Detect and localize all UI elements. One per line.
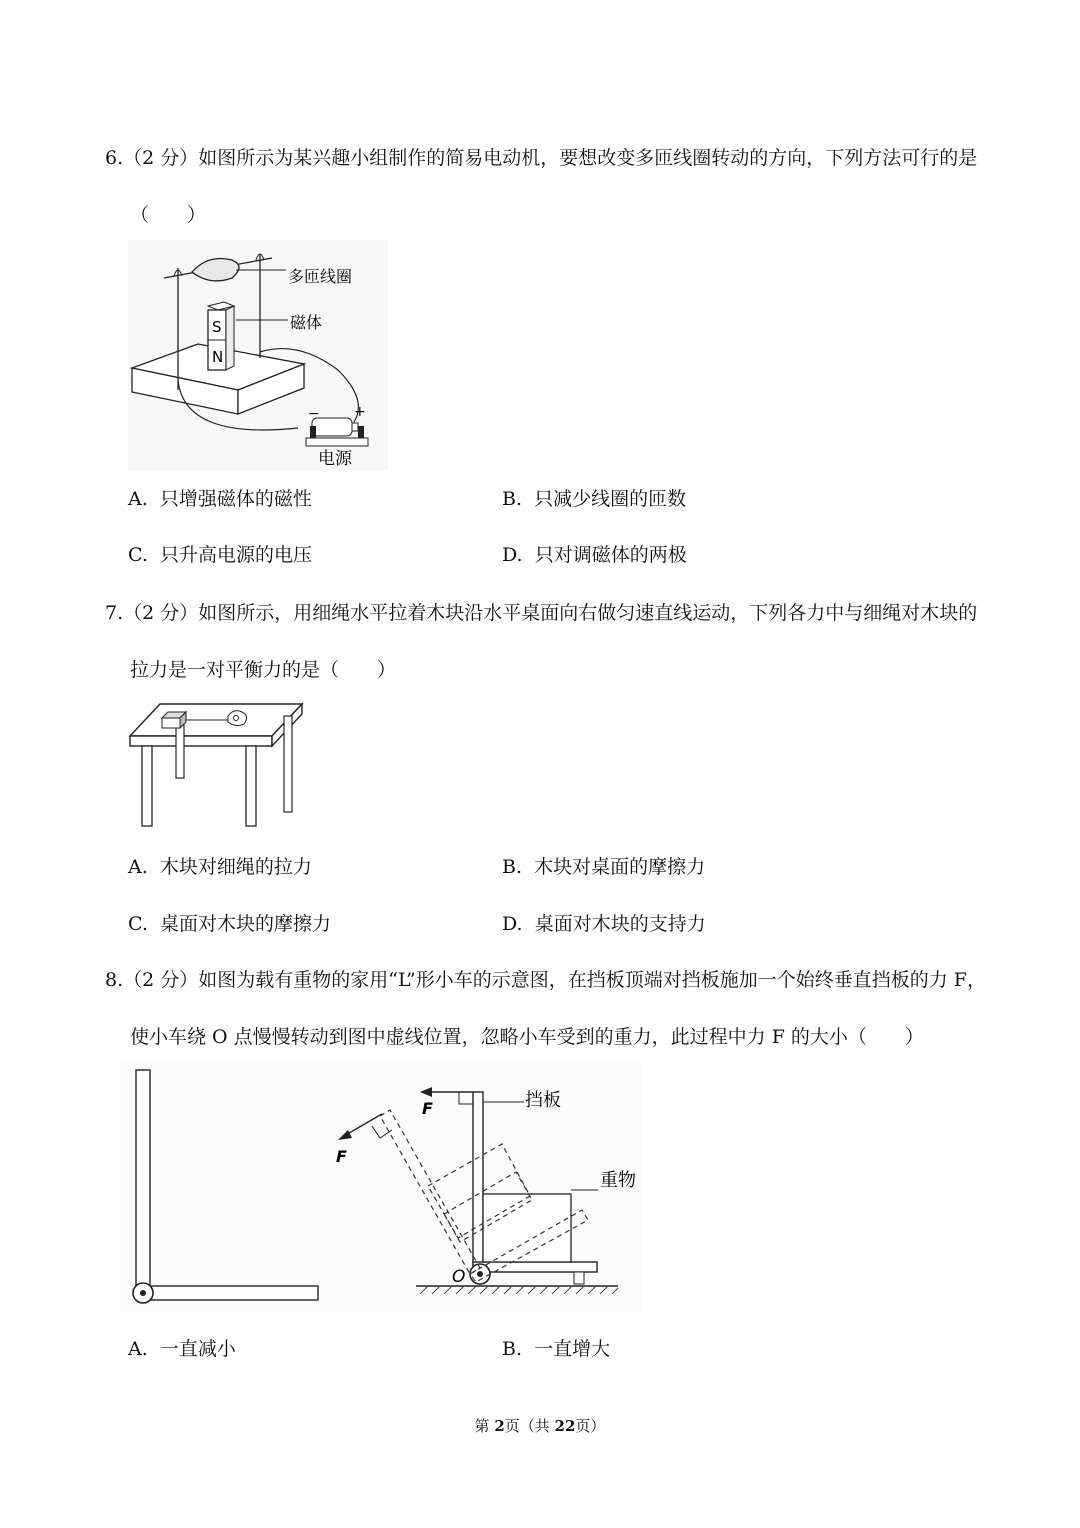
page-footer: 第 2页（共 22页） [474,1417,606,1435]
q7-stem-line2: 拉力是一对平衡力的是（ ） [130,659,397,681]
q7-option-a[interactable]: A. 木块对细绳的拉力 [128,856,312,878]
q8-stem-line1: 8.（2 分）如图为载有重物的家用“L”形小车的示意图，在挡板顶端对挡板施加一个始终垂直挡板的力 F， [105,969,986,991]
q6-option-a[interactable]: A. 只增强磁体的磁性 [128,488,312,510]
q6-motor-figure [128,240,388,470]
q7-table-figure [126,702,304,828]
q8-cart-figure [120,1062,642,1312]
q8-stem-line2: 使小车绕 O 点慢慢转动到图中虚线位置，忽略小车受到的重力，此过程中力 F 的大小（ ） [130,1026,924,1048]
q7-option-d[interactable]: D. 桌面对木块的支持力 [502,913,706,935]
svg-text:+: + [354,404,366,420]
svg-text:S: S [212,318,222,336]
q6-option-b[interactable]: B. 只减少线圈的匝数 [502,488,687,510]
svg-text:多匝线圈: 多匝线圈 [288,267,353,286]
q7-stem-line1: 7.（2 分）如图所示，用细绳水平拉着木块沿水平桌面向右做匀速直线运动，下列各力中与细绳对木块的 [105,602,978,624]
magnet-icon [208,302,234,370]
q8-option-a[interactable]: A. 一直减小 [128,1338,236,1360]
wood-block-icon [162,712,186,728]
svg-text:挡板: 挡板 [525,1090,561,1111]
svg-text:磁体: 磁体 [290,313,323,332]
q7-option-b[interactable]: B. 木块对桌面的摩擦力 [502,856,706,878]
q6-option-c[interactable]: C. 只升高电源的电压 [128,544,313,566]
hand-icon [228,711,247,726]
svg-text:F: F [422,1099,433,1118]
q7-option-c[interactable]: C. 桌面对木块的摩擦力 [128,913,332,935]
svg-text:N: N [212,348,224,366]
q6-stem-line1: 6.（2 分）如图所示为某兴趣小组制作的简易电动机，要想改变多匝线圈转动的方向，下列方法可行的是 [105,147,978,169]
q6-option-d[interactable]: D. 只对调磁体的两极 [502,544,687,566]
svg-text:重物: 重物 [600,1170,636,1191]
svg-text:−: − [308,406,320,422]
q6-stem-line2: （ ） [130,204,207,226]
svg-text:电源: 电源 [318,449,352,469]
q8-option-b[interactable]: B. 一直增大 [502,1338,611,1360]
svg-text:O: O [452,1267,466,1287]
svg-text:F: F [336,1147,347,1166]
